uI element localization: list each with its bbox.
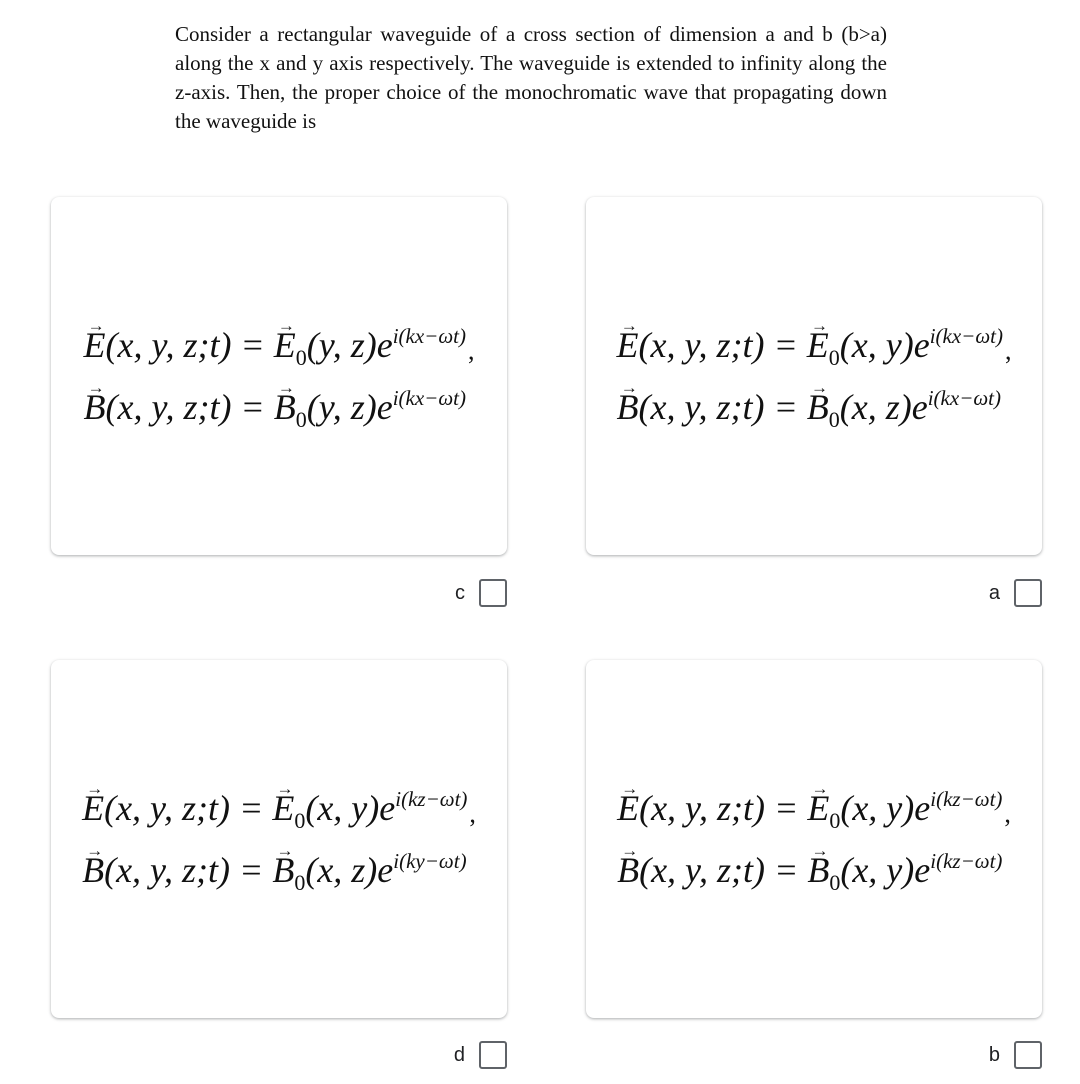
b-exponent: i(kx−ωt) (392, 386, 466, 410)
formula-a (617, 317, 1012, 435)
option-d[interactable] (454, 1041, 507, 1069)
e0-vector-symbol: → E (807, 780, 829, 836)
b0-vector-symbol: → B (274, 379, 296, 435)
formula-c (83, 317, 474, 435)
option-label: c (455, 581, 465, 604)
subscript-zero: 0 (829, 808, 841, 833)
comma: , (1004, 336, 1012, 365)
subscript-zero: 0 (828, 345, 840, 370)
e-lhs: (x, y, z;t) = (639, 788, 808, 828)
b-lhs: (x, y, z;t) = (104, 850, 273, 890)
b-field-equation (617, 842, 1011, 898)
comma: , (469, 799, 476, 828)
formula-b (617, 780, 1011, 898)
b0-vector-symbol: → B (272, 842, 294, 898)
b-vector-symbol: → B (83, 379, 105, 435)
formula-d (82, 780, 476, 898)
e-vector-symbol: → E (83, 317, 105, 373)
option-label: d (453, 1043, 465, 1066)
e-vector-symbol: → E (617, 780, 639, 836)
e-exponent: i(kz−ωt) (930, 787, 1003, 811)
option-c[interactable] (455, 579, 507, 607)
option-card-b[interactable] (586, 660, 1042, 1018)
b-args: (y, z)e (306, 387, 393, 427)
b-args: (x, z)e (839, 387, 928, 427)
b0-vector-symbol: → B (807, 842, 829, 898)
subscript-zero: 0 (829, 870, 841, 895)
e-lhs: (x, y, z;t) = (104, 788, 273, 828)
b-field-equation (82, 842, 476, 898)
option-card-a[interactable] (586, 197, 1042, 555)
e-args: (x, y)e (839, 325, 930, 365)
b-field-equation (83, 379, 474, 435)
e-exponent: i(kx−ωt) (392, 324, 466, 348)
option-checkbox[interactable] (1014, 579, 1042, 607)
e-exponent: i(kx−ωt) (929, 324, 1003, 348)
b-exponent: i(ky−ωt) (393, 849, 467, 873)
question-text: Consider a rectangular waveguide of a cross section of dimension a and b (b>a) along the x and y axis respectively. The waveguide is extended to infinity along the z-axis. Then, the proper choice of the monochromatic wave that propagating down the waveguide is (175, 22, 887, 133)
e-lhs: (x, y, z;t) = (105, 325, 274, 365)
e-vector-symbol: → E (82, 780, 104, 836)
b-vector-symbol: → B (617, 842, 639, 898)
subscript-zero: 0 (295, 407, 307, 432)
subscript-zero: 0 (294, 870, 306, 895)
option-card-d[interactable] (51, 660, 507, 1018)
b-exponent: i(kx−ωt) (927, 386, 1002, 410)
option-a[interactable] (989, 579, 1042, 607)
option-checkbox[interactable] (479, 579, 507, 607)
comma: , (468, 336, 475, 365)
e-lhs: (x, y, z;t) = (638, 325, 807, 365)
e-vector-symbol: → E (617, 317, 639, 373)
e0-vector-symbol: → E (274, 317, 296, 373)
b0-vector-symbol: → B (807, 379, 829, 435)
option-checkbox[interactable] (479, 1041, 507, 1069)
e0-vector-symbol: → E (807, 317, 829, 373)
b-lhs: (x, y, z;t) = (638, 387, 807, 427)
subscript-zero: 0 (294, 808, 306, 833)
option-checkbox[interactable] (1014, 1041, 1042, 1069)
comma: , (1004, 799, 1011, 828)
subscript-zero: 0 (828, 407, 840, 432)
e0-vector-symbol: → E (272, 780, 294, 836)
b-args: (x, z)e (305, 850, 394, 890)
b-vector-symbol: → B (82, 842, 104, 898)
e-args: (y, z)e (306, 325, 393, 365)
subscript-zero: 0 (295, 345, 307, 370)
b-vector-symbol: → B (617, 379, 639, 435)
b-lhs: (x, y, z;t) = (639, 850, 808, 890)
option-label: a (988, 581, 1000, 604)
b-field-equation (617, 379, 1012, 435)
e-args: (x, y)e (305, 788, 396, 828)
e-exponent: i(kz−ωt) (395, 787, 468, 811)
b-exponent: i(kz−ωt) (930, 849, 1003, 873)
e-args: (x, y)e (840, 788, 931, 828)
b-lhs: (x, y, z;t) = (105, 387, 274, 427)
b-args: (x, y)e (840, 850, 931, 890)
option-b[interactable] (989, 1041, 1042, 1069)
option-label: b (988, 1043, 1000, 1066)
option-card-c[interactable] (51, 197, 507, 555)
